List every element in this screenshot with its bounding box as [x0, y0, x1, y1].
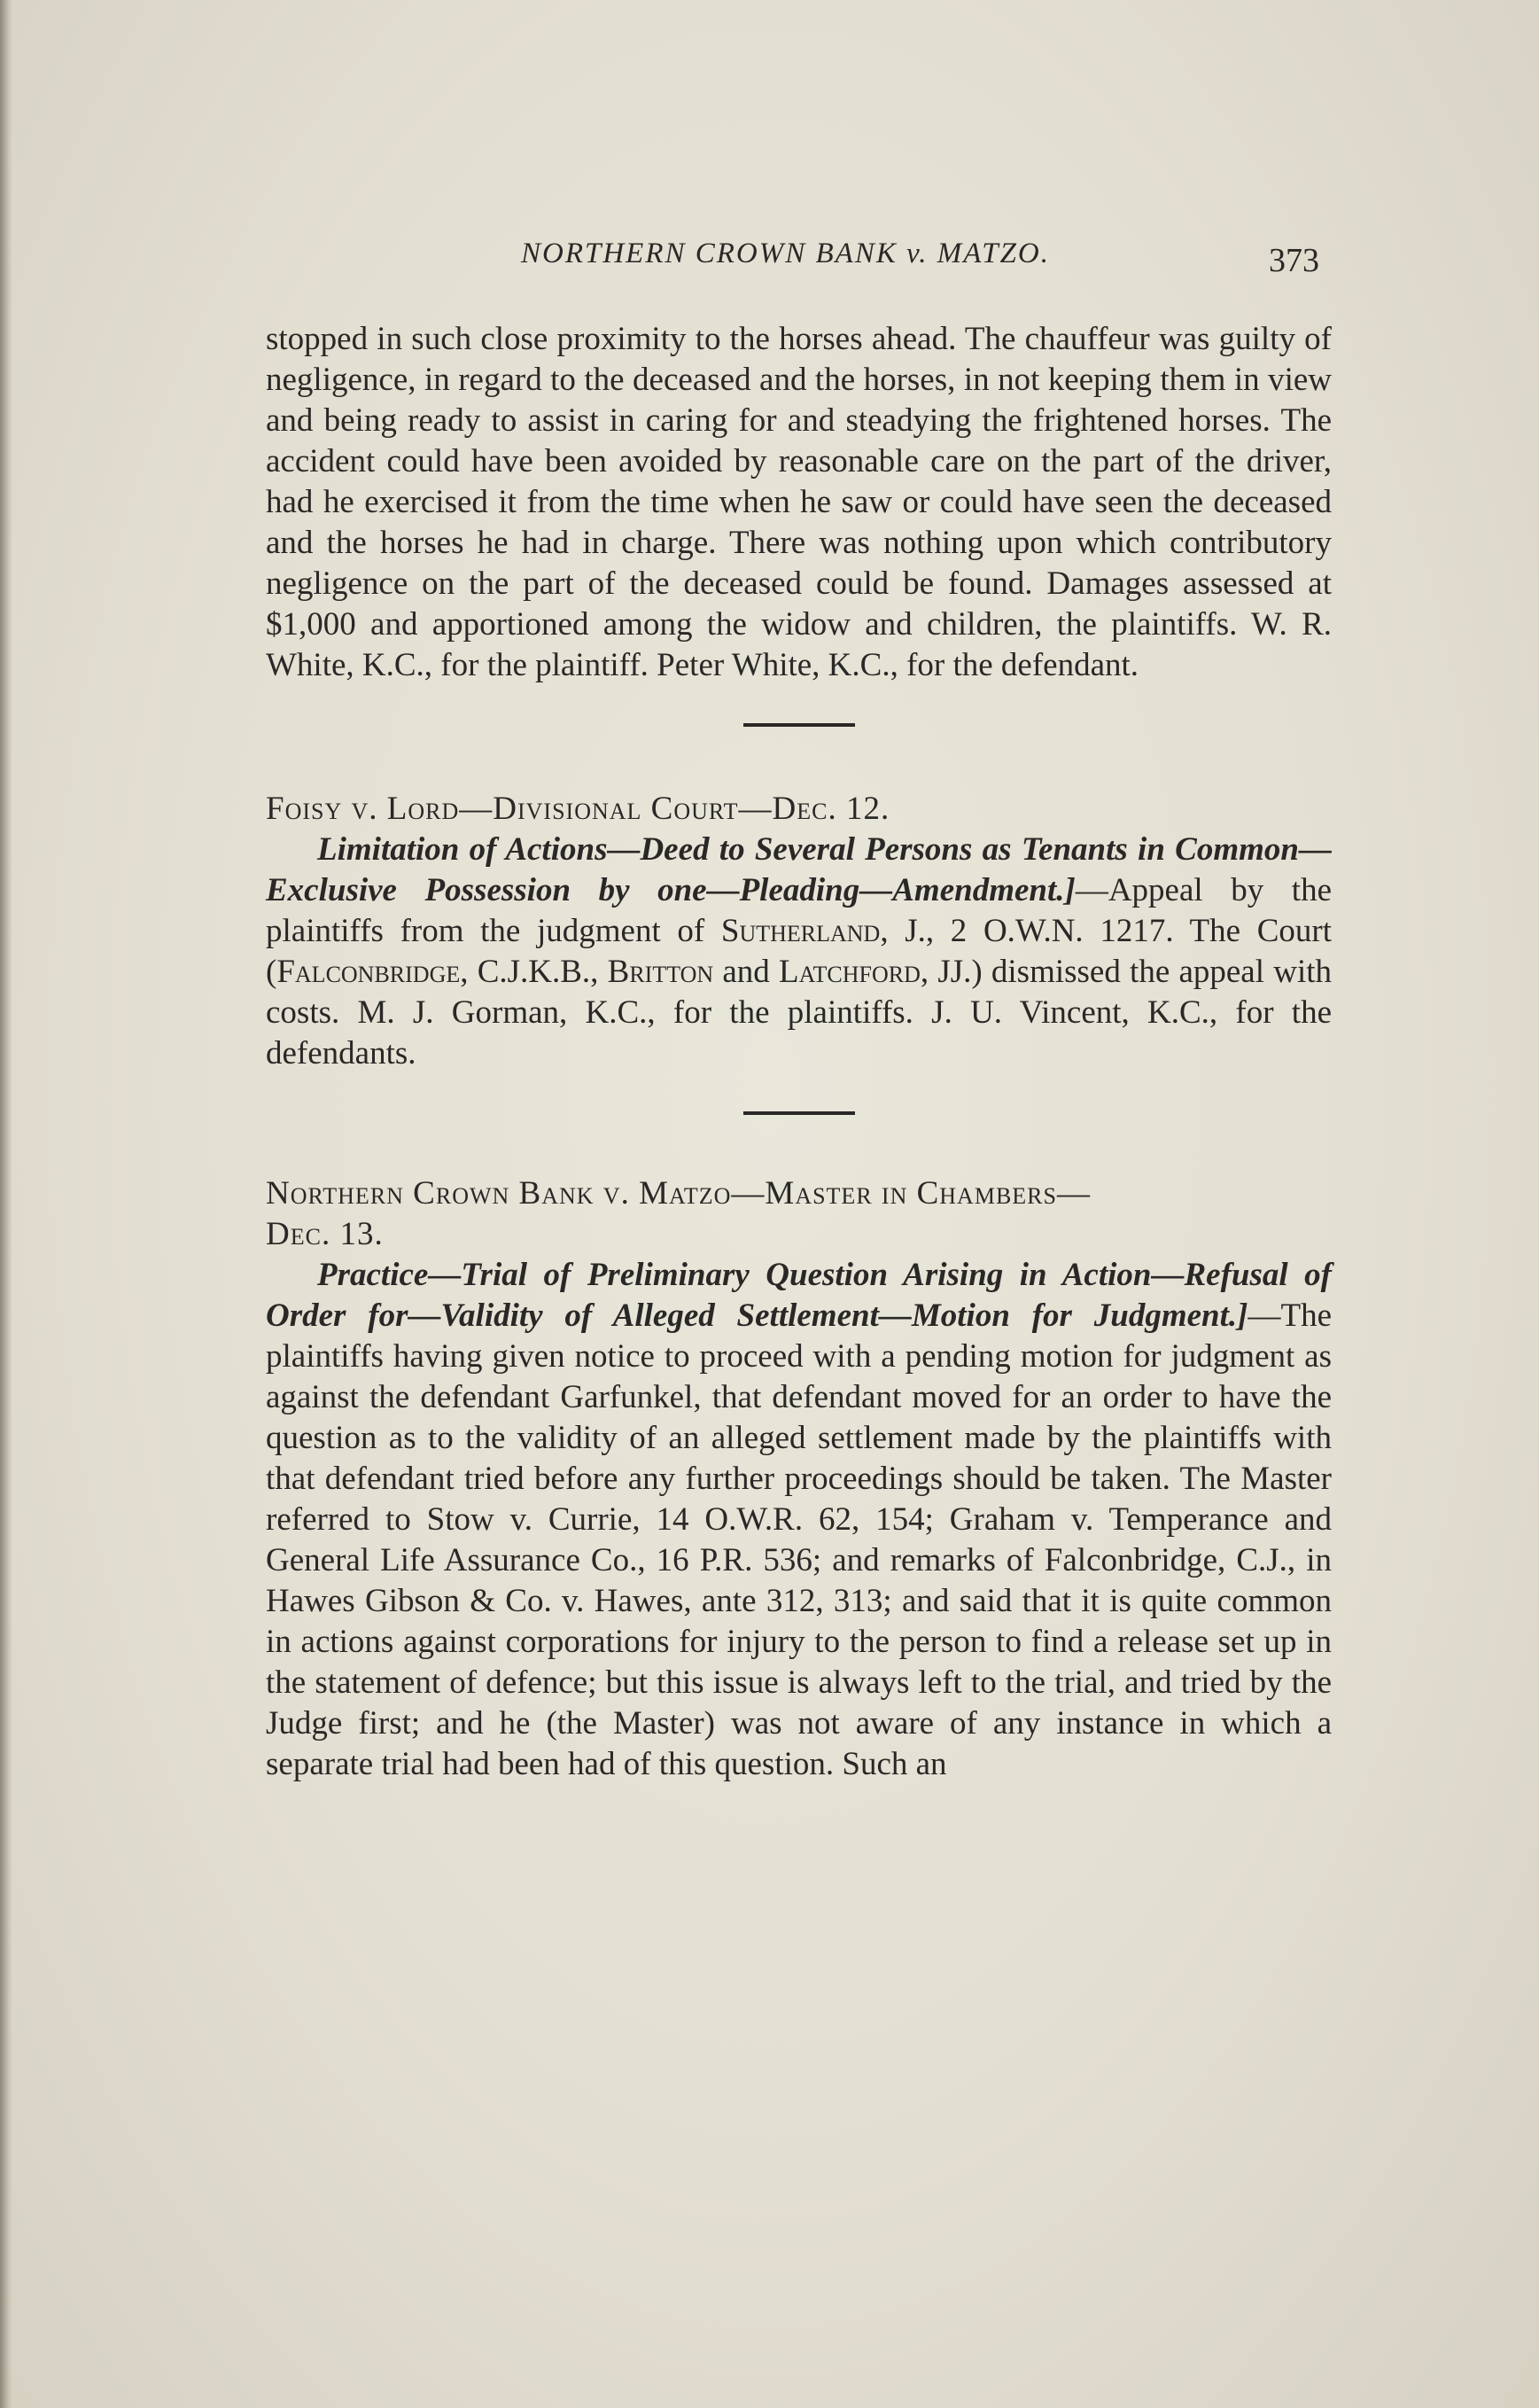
case-text: —Appeal by the plaintiffs from the judgment of [266, 872, 1332, 949]
case-heading-line: Dec. 13. [266, 1216, 384, 1252]
judge-name: Latchford [779, 954, 921, 990]
judge-name: Britton [607, 954, 714, 990]
case-text: , J., 2 O.W.N. 1217. The Court ( [266, 913, 1333, 990]
case-heading-northern-crown-bank-v-matzo [266, 1173, 1332, 1255]
section-divider [743, 723, 855, 727]
case-heading-foisy-v-lord: Foisy v. Lord—Divisional Court—Dec. 12. [266, 791, 890, 827]
judge-name: Falconbridge [276, 954, 461, 990]
page-number: 373 [1269, 242, 1319, 279]
case-text: , JJ.) dismissed the appeal with costs. M. J. Gorman, K.C., for the plaintiffs. J. U. Vincent, K.C., for the defendants. [266, 954, 1332, 1072]
continued-paragraph: stopped in such close proximity to the horses ahead. The chauffeur was guilty of negligence, in regard to the deceased and the horses, in not keeping them in view and being ready to assist in caring for and steadying the frightened horses. The accident could have been avoided by reasonable care on the part of the driver, had he exercised it from the time when he saw or could have seen the deceased and the horses he had in charge. There was nothing upon which contributory negligence on the part of the deceased could be found. Damages assessed at $1,000 and apportioned among the widow and children, the plaintiffs. W. R. White, K.C., for the plaintiff. Peter White, K.C., for the defendant. [266, 321, 1332, 683]
case-headnote: Practice—Trial of Preliminary Question Arising in Action—Refusal of Order for—Validity of Alleged Settlement—Motion for Judgment.] [266, 1257, 1332, 1334]
running-title: NORTHERN CROWN BANK v. MATZO. [521, 238, 1051, 269]
judge-name: Sutherland [720, 913, 881, 949]
case-text: and [713, 954, 780, 990]
page-binding-edge [0, 0, 12, 2408]
case-text: —The plaintiffs having given notice to proceed with a pending motion for judgment as against the defendant Garfunkel, that defendant moved for an order to have the question as to the validity of an alleged settlement made by the plaintiffs with that defendant tried before any further proceedings should be taken. The Master referred to Stow v. Currie, 14 O.W.R. 62, 154; Graham v. Temperance and General Life Assurance Co., 16 P.R. 536; and remarks of Falconbridge, C.J., in Hawes Gibson & Co. v. Hawes, ante 312, 313; and said that it is quite common in actions against corporations for injury to the person to find a release set up in the statement of defence; but this issue is always left to the trial, and tried by the Judge first; and he (the Master) was not aware of any instance in which a separate trial had been had of this question. Such an [266, 1298, 1332, 1782]
case-paragraph-northern-crown-bank-v-matzo [266, 1255, 1332, 1785]
case-paragraph-foisy-v-lord [266, 830, 1332, 1074]
page-body [266, 319, 1332, 1785]
case-text: , C.J.K.B., [460, 954, 608, 990]
case-headnote: Limitation of Actions—Deed to Several Persons as Tenants in Common—Exclusive Possession by one—Pleading—Amendment.] [266, 831, 1332, 908]
case-heading-line: Northern Crown Bank v. Matzo—Master in Chambers— [266, 1175, 1091, 1212]
section-divider [743, 1111, 855, 1115]
running-head [0, 232, 1539, 285]
